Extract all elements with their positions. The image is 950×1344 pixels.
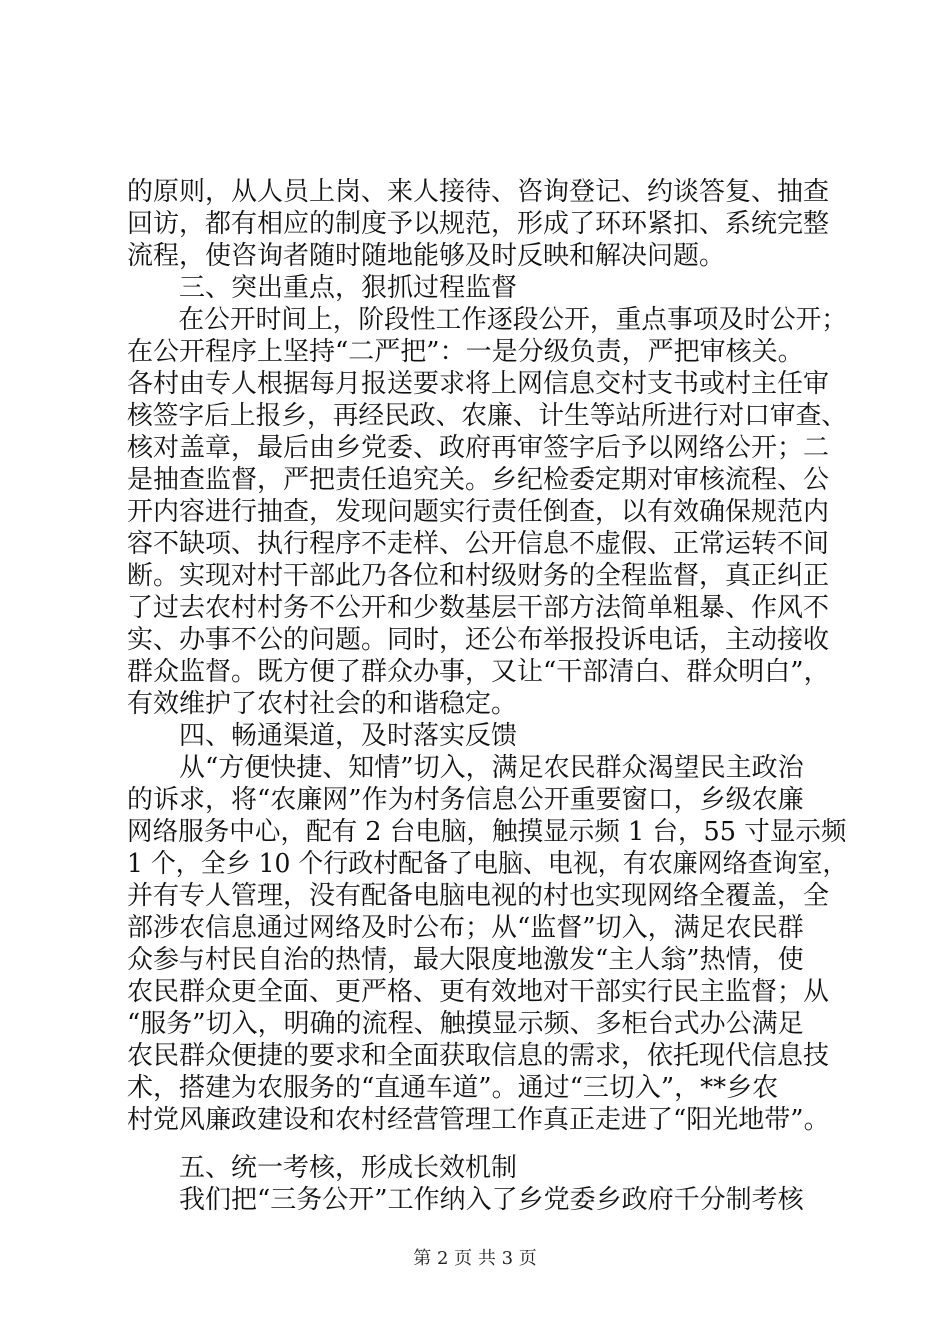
text-line: 核对盖章，最后由乡党委、政府再审签字后予以网络公开；二: [127, 433, 830, 463]
section-heading: 三、突出重点，狠抓过程监督: [127, 273, 518, 303]
text-line: 开内容进行抽查，发现问题实行责任倒查，以有效确保规范内: [127, 497, 830, 527]
text-line: 在公开时间上，阶段性工作逐段公开，重点事项及时公开；: [127, 305, 848, 335]
text-line: 网络服务中心，配有 2 台电脑，触摸显示频 1 台，55 寸显示频: [127, 817, 847, 847]
text-line: 了过去农村村务不公开和少数基层干部方法简单粗暴、作风不: [127, 593, 830, 623]
text-line: 容不缺项、执行程序不走样、公开信息不虚假、正常运转不间: [127, 529, 830, 559]
text-line: 是抽查监督，严把责任追究关。乡纪检委定期对审核流程、公: [127, 465, 830, 495]
text-line: 回访，都有相应的制度予以规范，形成了环环紧扣、系统完整: [127, 209, 830, 239]
text-line: 术，搭建为农服务的“直通车道”。通过“三切入”，**乡农: [127, 1073, 779, 1103]
text-line: 部涉农信息通过网络及时公布；从“监督”切入，满足农民群: [127, 913, 804, 943]
text-line: 从“方便快捷、知情”切入，满足农民群众渴望民主政治: [127, 753, 804, 783]
text-line: 我们把“三务公开”工作纳入了乡党委乡政府千分制考核: [127, 1185, 804, 1215]
text-line: 1 个，全乡 10 个行政村配备了电脑、电视，有农廉网络查询室，: [127, 849, 848, 879]
text-line: 有效维护了农村社会的和谐稳定。: [127, 689, 518, 719]
text-line: 农民群众便捷的要求和全面获取信息的需求，依托现代信息技: [127, 1041, 830, 1071]
text-line: 各村由专人根据每月报送要求将上网信息交村支书或村主任审: [127, 369, 830, 399]
text-line: 群众监督。既方便了群众办事，又让“干部清白、群众明白”，: [127, 657, 830, 687]
text-line: 的诉求，将“农廉网”作为村务信息公开重要窗口，乡级农廉: [127, 785, 804, 815]
text-line: 农民群众更全面、更严格、更有效地对干部实行民主监督；从: [127, 977, 830, 1007]
text-line: “服务”切入，明确的流程、触摸显示频、多柜台式办公满足: [127, 1009, 804, 1039]
section-heading: 四、畅通渠道，及时落实反馈: [127, 721, 518, 751]
text-line: 实、办事不公的问题。同时，还公布举报投诉电话，主动接收: [127, 625, 830, 655]
text-line: 村党风廉政建设和农村经营管理工作真正走进了“阳光地带”。: [127, 1105, 830, 1135]
section-heading: 五、统一考核，形成长效机制: [127, 1153, 518, 1183]
text-line: 的原则，从人员上岗、来人接待、咨询登记、约谈答复、抽查: [127, 177, 830, 207]
text-line: 在公开程序上坚持“二严把”：一是分级负责，严把审核关。: [127, 337, 804, 367]
text-line: 并有专人管理，没有配备电脑电视的村也实现网络全覆盖，全: [127, 881, 830, 911]
text-line: 断。实现对村干部此乃各位和村级财务的全程监督，真正纠正: [127, 561, 830, 591]
text-line: 众参与村民自治的热情，最大限度地激发“主人翁”热情，使: [127, 945, 804, 975]
text-line: 流程，使咨询者随时随地能够及时反映和解决问题。: [127, 241, 726, 271]
text-line: 核签字后上报乡，再经民政、农廉、计生等站所进行对口审查、: [127, 401, 848, 431]
page-number-footer: 第 2 页 共 3 页: [413, 1248, 537, 1269]
